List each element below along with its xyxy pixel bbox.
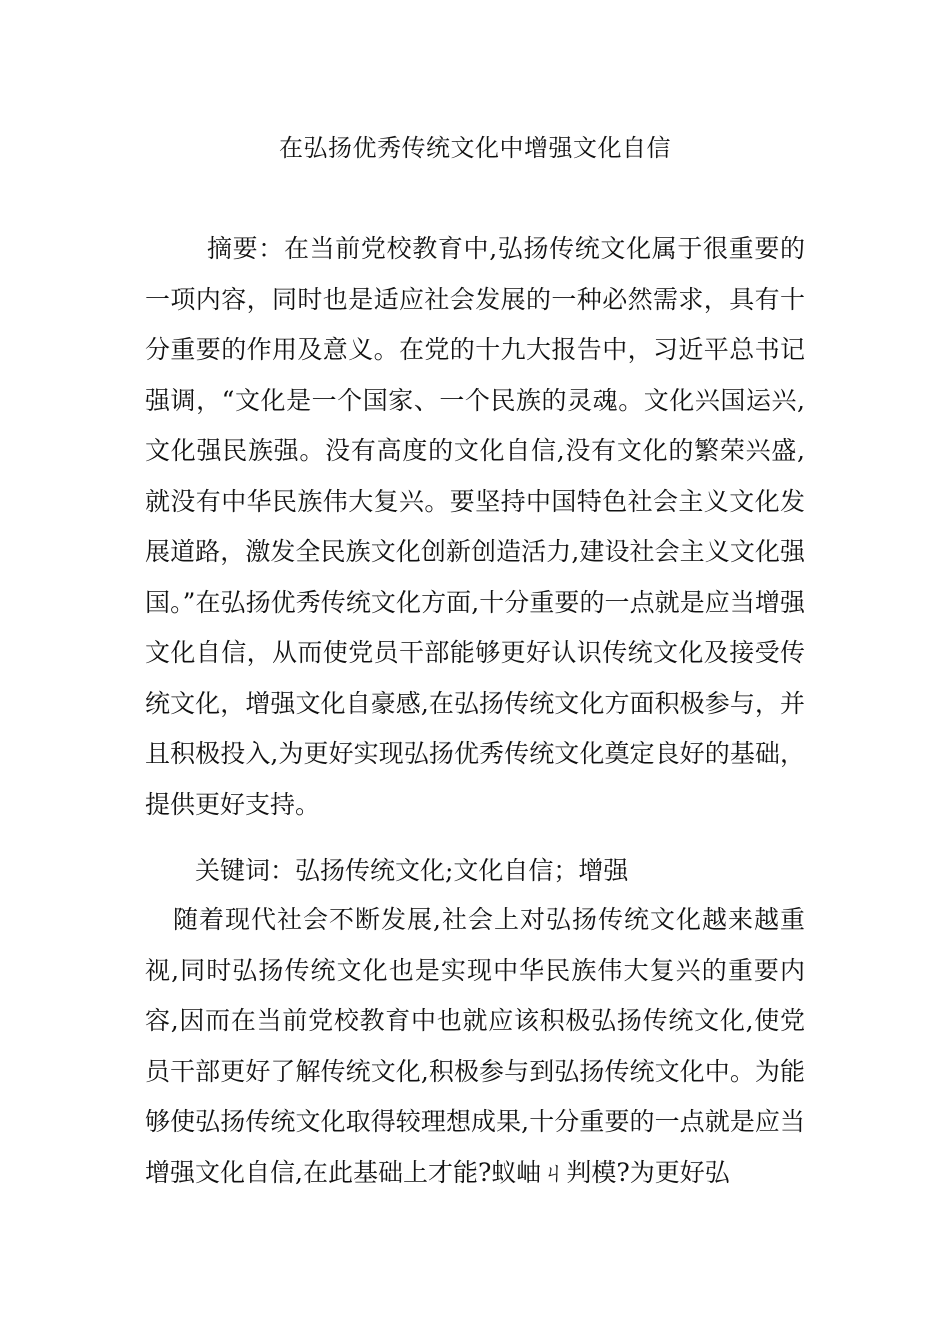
intro-paragraph: 随着现代社会不断发展,社会上对弘扬传统文化越来越重视,同时弘扬传统文化也是实现中华民族伟大复兴的重要内容,因而在当前党校教育中也就应该积极弘扬传统文化,使党员干部更好了解传统文化,积极参与到弘扬传统文化中。为能够使弘扬传统文化取得较理想成果,十分重要的一点就是应当增强文化自信,在此基础上才能?蚁岫ㄐ判模?为更好弘 (145, 905, 805, 1187)
keywords-line: 关键词：弘扬传统文化;文化自信；增强 (195, 856, 629, 885)
abstract-paragraph: 摘要：在当前党校教育中,弘扬传统文化属于很重要的一项内容，同时也是适应社会发展的一种必然需求，具有十分重要的作用及意义。在党的十九大报告中，习近平总书记强调，“文化是一个国家、一个民族的灵魂。文化兴国运兴,文化强民族强。没有高度的文化自信,没有文化的繁荣兴盛,就没有中华民族伟大复兴。要坚持中国特色社会主义文化发展道路，激发全民族文化创新创造活力,建设社会主义文化强国。”在弘扬优秀传统文化方面,十分重要的一点就是应当增强文化自信，从而使党员干部能够更好认识传统文化及接受传统文化，增强文化自豪感,在弘扬传统文化方面积极参与，并且积极投入,为更好实现弘扬优秀传统文化奠定良好的基础，提供更好支持。 (145, 234, 805, 819)
document-title: 在弘扬优秀传统文化中增强文化自信 (279, 134, 671, 162)
